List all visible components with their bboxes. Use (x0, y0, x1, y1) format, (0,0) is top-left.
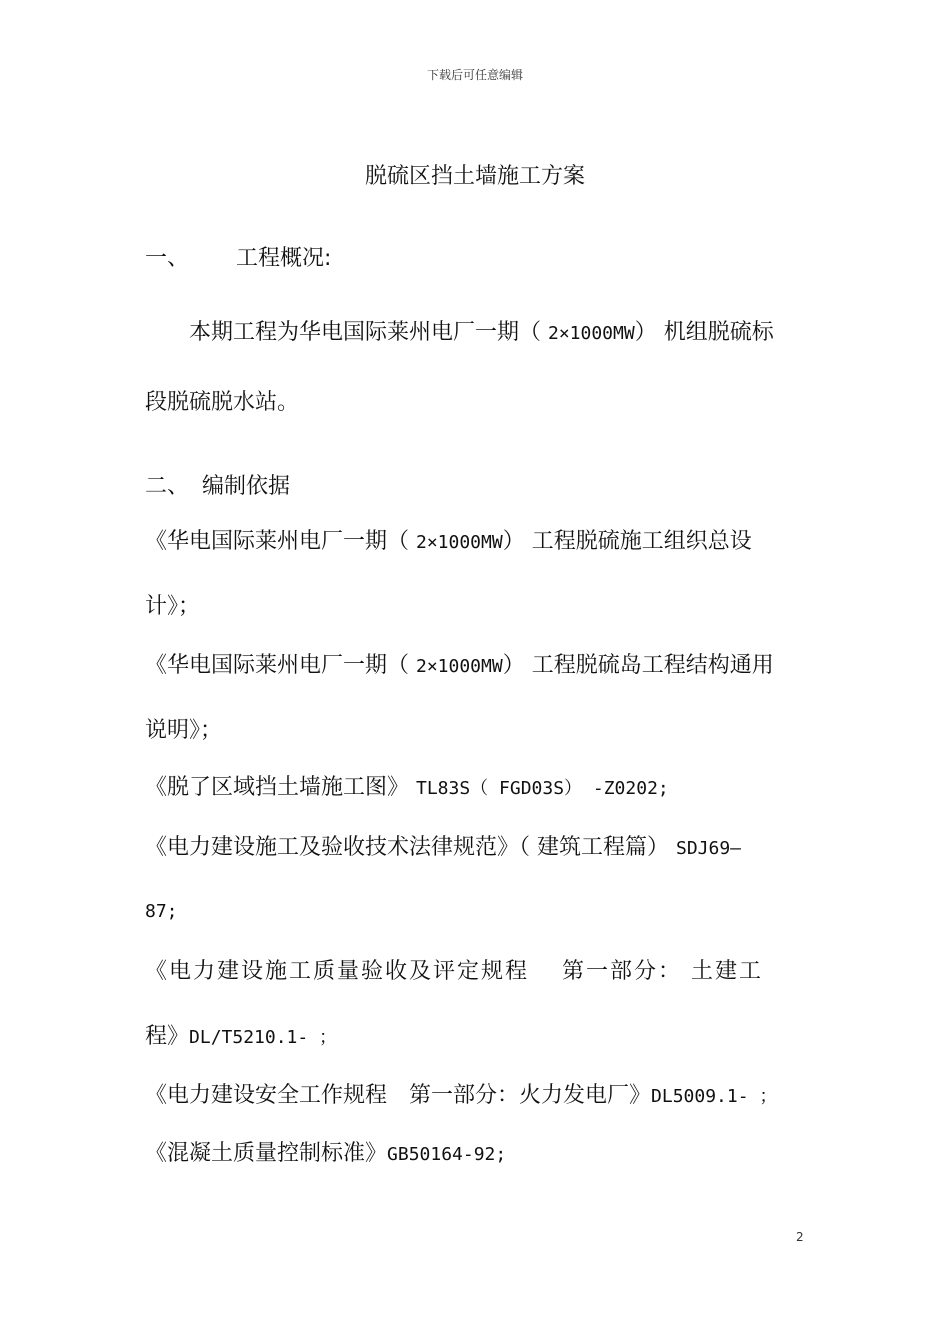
section2-number: 二、 (145, 474, 190, 499)
reference-5-line-2 (145, 1022, 337, 1053)
overview-line-1-prefix: 本期工程为华电国际莱州电厂一期（ (189, 320, 548, 345)
reference-2-capacity: 2×1000MW (416, 656, 503, 677)
reference-1-line-2: 计》； (145, 594, 201, 619)
section1-number: 一、 (145, 246, 190, 271)
reference-3-code: TL83S（ FGD03S） -Z0202; (416, 778, 669, 799)
reference-5-text: 程》 (145, 1024, 190, 1049)
reference-4-line-2: 87; (145, 901, 178, 922)
overview-line-1-capacity: 2×1000MW (548, 323, 635, 344)
document-title: 脱硫区挡土墙施工方案 (364, 164, 585, 189)
reference-3 (145, 773, 669, 804)
reference-1-capacity: 2×1000MW (416, 532, 503, 553)
reference-3-title: 《脱了区域挡土墙施工图》 (145, 775, 416, 800)
reference-2-line-1 (145, 651, 774, 682)
reference-2-text-c: ） 工程脱硫岛工程结构通用 (502, 653, 774, 678)
header-note: 下载后可任意编辑 (426, 68, 523, 82)
reference-6-code: DL5009.1- ； (651, 1086, 778, 1107)
overview-line-1-suffix: ） 机组脱硫标 (634, 320, 774, 345)
reference-7 (145, 1139, 506, 1170)
page-number: 2 (796, 1230, 804, 1244)
reference-1-line-1 (145, 527, 752, 558)
section1-title: 工程概况: (236, 246, 332, 271)
reference-1-text-c: ） 工程脱硫施工组织总设 (502, 529, 752, 554)
overview-line-1 (189, 318, 774, 349)
reference-1-text-a: 《华电国际莱州电厂一期（ (145, 529, 416, 554)
reference-5-code: DL/T5210.1- ； (189, 1027, 338, 1048)
reference-4-title: 《电力建设施工及验收技术法律规范》（ 建筑工程篇） (145, 835, 676, 860)
reference-4-line-1 (145, 833, 741, 864)
reference-7-title: 《混凝土质量控制标准》 (145, 1141, 388, 1166)
reference-6 (145, 1081, 777, 1112)
overview-line-2: 段脱硫脱水站。 (145, 390, 300, 415)
reference-4-code: SDJ69— (676, 838, 742, 859)
reference-2-text-a: 《华电国际莱州电厂一期（ (145, 653, 416, 678)
reference-2-line-2: 说明》； (145, 718, 223, 743)
section2-title: 编制依据 (202, 474, 291, 499)
reference-6-title: 《电力建设安全工作规程 第一部分：火力发电厂》 (145, 1083, 652, 1108)
reference-5-line-1: 《电力建设施工质量验收及评定规程 第一部分： 土建工 (145, 959, 763, 984)
reference-7-code: GB50164-92; (387, 1144, 507, 1165)
